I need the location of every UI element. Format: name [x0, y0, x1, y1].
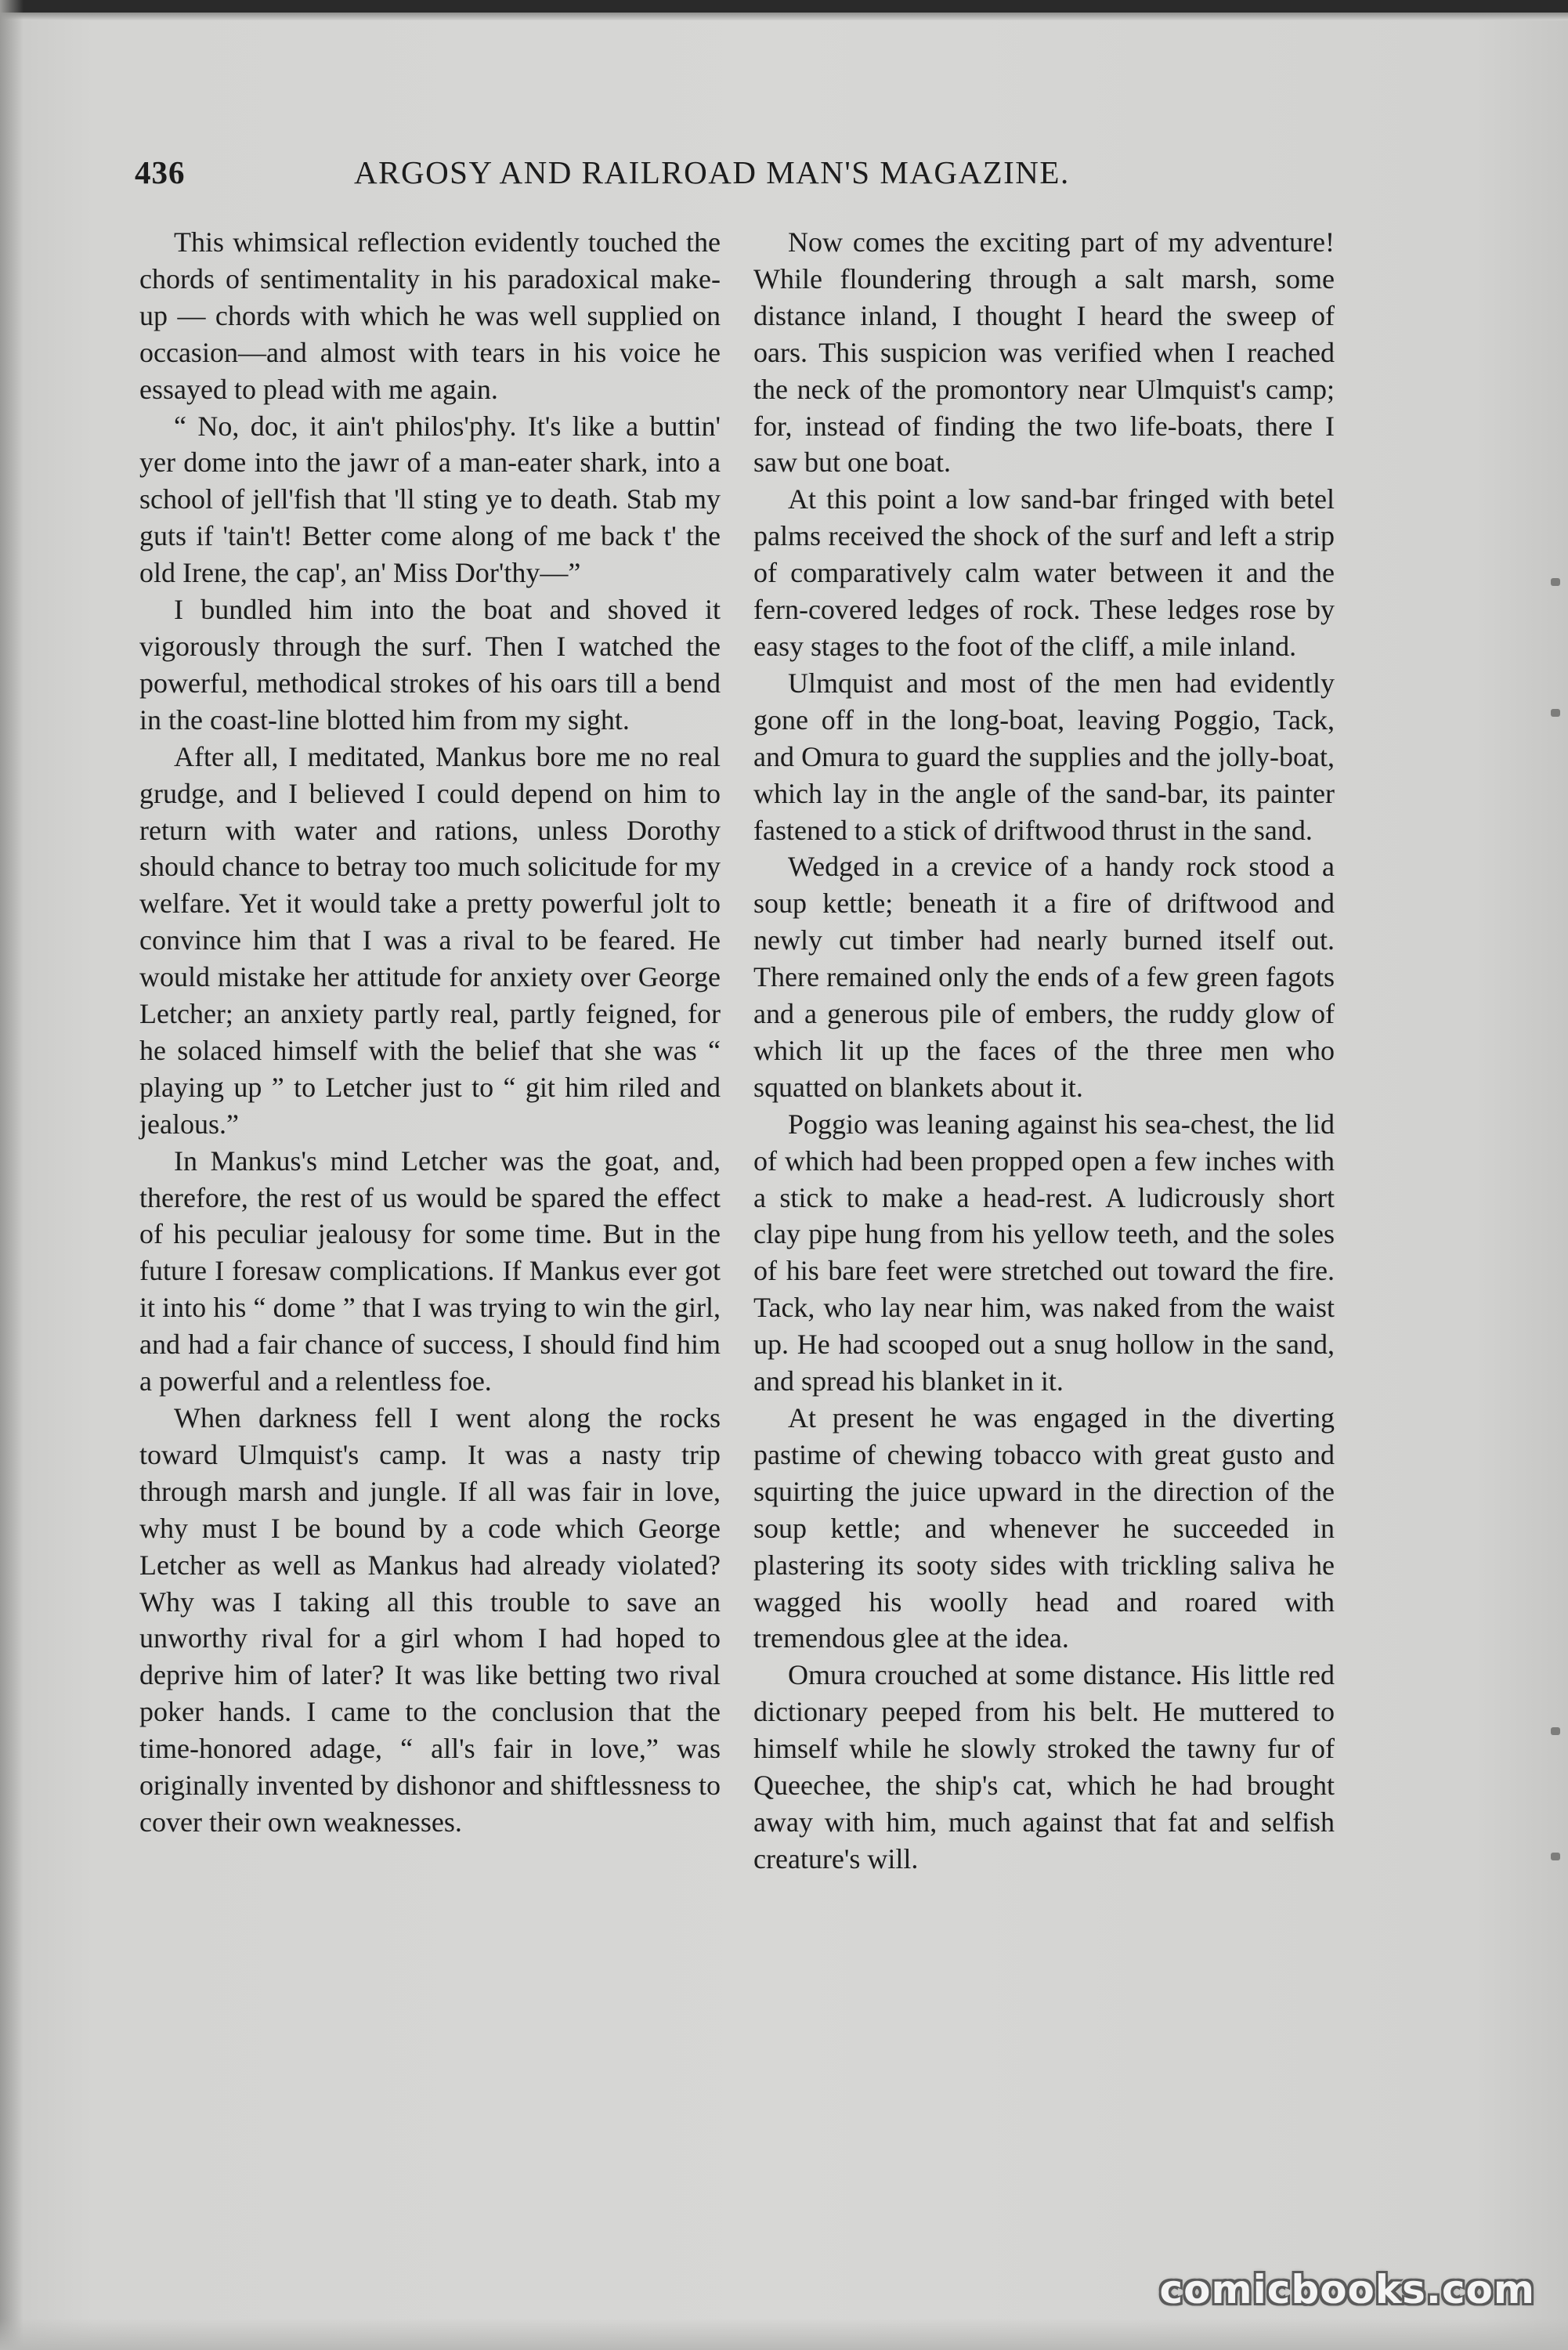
paragraph: When darkness fell I went along the rocks toward Ulmquist's camp. It was a nasty trip through marsh and jungle. If all was fair in love, why must I be bound by a code which George Letcher as well as Mankus had already violated? Why was I taking all this trouble to save an unworthy rival for a girl whom I had hoped to deprive him of later? It was like betting two rival poker hands. I came to the conclusion that the time-honored adage, “ all's fair in love,” was originally invented by dishonor and shiftlessness to cover their own weaknesses.: [139, 1402, 721, 1838]
page-top-edge: [0, 0, 1568, 13]
binding-hole-mark: [1551, 578, 1560, 586]
running-header: [135, 154, 1342, 204]
binding-hole-mark: [1551, 1853, 1560, 1860]
paragraph: This whimsical reflection evidently touched the chords of sentimentality in his paradoxical make-up — chords with which he was well supplied on occasion—and almost with tears in his voice he essayed to plead with me again.: [139, 226, 721, 405]
paragraph: “ No, doc, it ain't philos'phy. It's like a buttin' yer dome into the jawr of a man-eater shark, into a school of jell'fish that 'll sting ye to death. Stab my guts if 'tain't! Better come along of me back t' the old Irene, the cap', an' Miss Dor'thy—”: [139, 410, 721, 589]
binding-hole-mark: [1551, 709, 1560, 717]
paragraph: At this point a low sand-bar fringed with betel palms received the shock of the surf and left a strip of comparatively calm water between it and the fern-covered ledges of rock. These ledges rose by easy stages to the foot of the cliff, a mile inland.: [753, 483, 1335, 662]
page-bottom-shadow: [0, 2319, 1568, 2350]
page-left-shadow: [0, 0, 23, 2350]
paragraph: Wedged in a crevice of a handy rock stood a soup kettle; beneath it a fire of driftwood and newly cut timber had nearly burned itself out. There remained only the ends of a few green fagots and a generous pile of embers, the ruddy glow of which lit up the faces of the three men who squatted on blankets about it.: [753, 851, 1335, 1103]
binding-hole-mark: [1551, 1727, 1560, 1735]
watermark: comicbooks.com: [1159, 2267, 1535, 2312]
magazine-title: ARGOSY AND RAILROAD MAN'S MAGAZINE.: [354, 154, 1070, 190]
left-text-column: [139, 224, 721, 1841]
paragraph: In Mankus's mind Letcher was the goat, and, therefore, the rest of us would be spared the effect of his peculiar jealousy for some time. But in the future I foresaw complications. If Mankus ever got it into his “ dome ” that I was trying to win the girl, and had a fair chance of success, I should find him a powerful and a relentless foe.: [139, 1144, 721, 1397]
paragraph: Now comes the exciting part of my adventure! While floundering through a salt marsh, some distance inland, I thought I heard the sweep of oars. This suspicion was verified when I reached the neck of the promontory near Ulmquist's camp; for, instead of finding the two life-boats, there I saw but one boat.: [753, 226, 1335, 479]
paragraph: At present he was engaged in the diverting pastime of chewing tobacco with great gusto and squirting the juice upward in the direction of the soup kettle; and whenever he succeeded in plastering its sooty sides with trickling saliva he wagged his woolly head and roared with tremendous glee at the idea.: [753, 1402, 1335, 1654]
paragraph: Omura crouched at some distance. His little red dictionary peeped from his belt. He muttered to himself while he slowly stroked the tawny fur of Queechee, the ship's cat, which he had brought away with him, much against that fat and selfish creature's will.: [753, 1659, 1335, 1875]
page-top-shadow: [0, 13, 1568, 20]
page-number: 436: [135, 154, 186, 190]
paragraph: After all, I meditated, Mankus bore me no real grudge, and I believed I could depend on him to return with water and rations, unless Dorothy should chance to betray too much solicitude for my welfare. Yet it would take a pretty powerful jolt to convince him that I was a rival to be feared. He would mistake her attitude for anxiety over George Letcher; an anxiety partly real, partly feigned, for he solaced himself with the belief that she was “ playing up ” to Letcher just to “ git him riled and jealous.”: [139, 740, 721, 1140]
paragraph: Poggio was leaning against his sea-chest, the lid of which had been propped open a few inches with a stick to make a head-rest. A ludicrously short clay pipe hung from his yellow teeth, and the soles of his bare feet were stretched out toward the fire. Tack, who lay near him, was naked from the waist up. He had scooped out a snug hollow in the sand, and spread his blanket in it.: [753, 1108, 1335, 1397]
paragraph: I bundled him into the boat and shoved it vigorously through the surf. Then I watched the powerful, methodical strokes of his oars till a bend in the coast-line blotted him from my sight.: [139, 594, 721, 736]
paragraph: Ulmquist and most of the men had evidently gone off in the long-boat, leaving Poggio, Tack, and Omura to guard the supplies and the jolly-boat, which lay in the angle of the sand-bar, its painter fastened to a stick of driftwood thrust in the sand.: [753, 667, 1335, 846]
right-text-column: [753, 224, 1335, 1878]
